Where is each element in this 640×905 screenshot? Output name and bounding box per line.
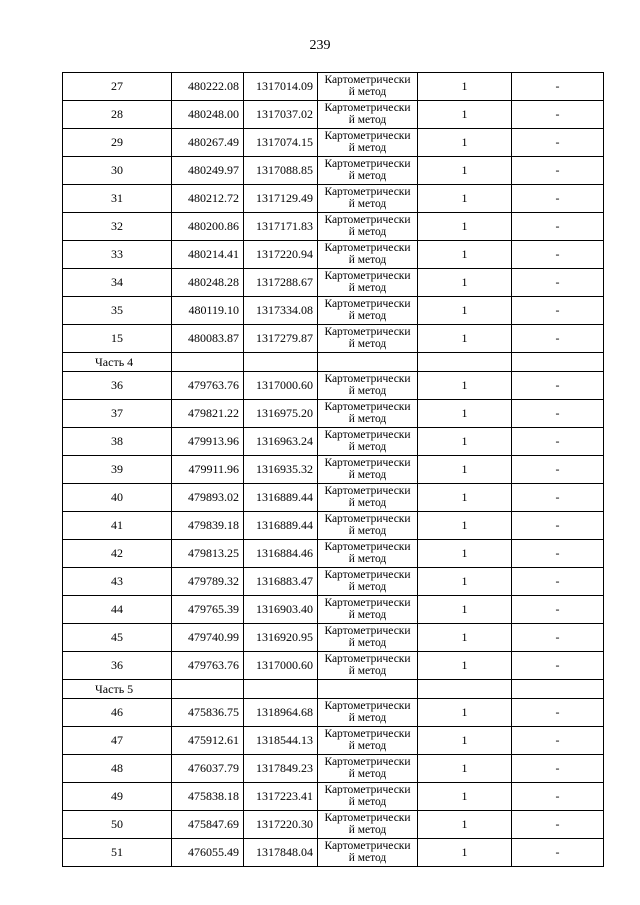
y-coordinate-cell: 1316889.44: [244, 484, 318, 512]
y-coordinate-cell: 1318544.13: [244, 727, 318, 755]
accuracy-cell: 1: [418, 727, 512, 755]
method-cell: [318, 213, 418, 241]
method-text-line1: Картометрически: [324, 158, 411, 170]
point-number-cell: 32: [63, 213, 172, 241]
note-cell: -: [512, 73, 604, 101]
method-text-line1: Картометрически: [324, 812, 411, 824]
point-number-cell: 48: [63, 755, 172, 783]
point-number-cell: 37: [63, 400, 172, 428]
section-label: Часть 5: [63, 680, 172, 699]
point-number-cell: 45: [63, 624, 172, 652]
method-text-line1: Картометрически: [324, 541, 411, 553]
method-cell: [318, 428, 418, 456]
method-cell: [318, 129, 418, 157]
method-text-line1: Картометрически: [324, 298, 411, 310]
empty-cell: [244, 353, 318, 372]
table-row: [63, 596, 604, 624]
x-coordinate-cell: 480212.72: [172, 185, 244, 213]
note-cell: -: [512, 811, 604, 839]
accuracy-cell: 1: [418, 400, 512, 428]
y-coordinate-cell: 1317074.15: [244, 129, 318, 157]
y-coordinate-cell: 1316920.95: [244, 624, 318, 652]
empty-cell: [418, 353, 512, 372]
point-number-cell: 51: [63, 839, 172, 867]
method-cell: [318, 540, 418, 568]
x-coordinate-cell: 479913.96: [172, 428, 244, 456]
x-coordinate-cell: 475838.18: [172, 783, 244, 811]
accuracy-cell: 1: [418, 185, 512, 213]
empty-cell: [512, 353, 604, 372]
method-text-line2: й метод: [348, 665, 387, 677]
x-coordinate-cell: 480214.41: [172, 241, 244, 269]
method-text-line2: й метод: [348, 441, 387, 453]
x-coordinate-cell: 475847.69: [172, 811, 244, 839]
method-cell: [318, 241, 418, 269]
accuracy-cell: 1: [418, 783, 512, 811]
empty-cell: [318, 353, 418, 372]
x-coordinate-cell: 479911.96: [172, 456, 244, 484]
note-cell: -: [512, 596, 604, 624]
note-cell: -: [512, 839, 604, 867]
section-label: Часть 4: [63, 353, 172, 372]
method-cell: [318, 456, 418, 484]
accuracy-cell: 1: [418, 241, 512, 269]
note-cell: -: [512, 129, 604, 157]
method-text-line1: Картометрически: [324, 373, 411, 385]
method-text-line2: й метод: [348, 525, 387, 537]
y-coordinate-cell: 1317279.87: [244, 325, 318, 353]
x-coordinate-cell: 480267.49: [172, 129, 244, 157]
method-cell: [318, 699, 418, 727]
y-coordinate-cell: 1316975.20: [244, 400, 318, 428]
method-cell: [318, 624, 418, 652]
method-cell: [318, 484, 418, 512]
method-text-line2: й метод: [348, 310, 387, 322]
note-cell: -: [512, 185, 604, 213]
x-coordinate-cell: 479763.76: [172, 372, 244, 400]
method-cell: [318, 783, 418, 811]
method-text-line2: й метод: [348, 740, 387, 752]
point-number-cell: 31: [63, 185, 172, 213]
accuracy-cell: 1: [418, 73, 512, 101]
method-text-line2: й метод: [348, 282, 387, 294]
method-text-line1: Картометрически: [324, 74, 411, 86]
y-coordinate-cell: 1317129.49: [244, 185, 318, 213]
table-row: [63, 157, 604, 185]
accuracy-cell: 1: [418, 652, 512, 680]
note-cell: -: [512, 213, 604, 241]
note-cell: -: [512, 269, 604, 297]
note-cell: -: [512, 727, 604, 755]
point-number-cell: 33: [63, 241, 172, 269]
coordinates-table-body: [63, 73, 604, 867]
table-row: [63, 297, 604, 325]
accuracy-cell: 1: [418, 325, 512, 353]
x-coordinate-cell: 479765.39: [172, 596, 244, 624]
note-cell: -: [512, 540, 604, 568]
x-coordinate-cell: 480083.87: [172, 325, 244, 353]
point-number-cell: 39: [63, 456, 172, 484]
x-coordinate-cell: 479740.99: [172, 624, 244, 652]
accuracy-cell: 1: [418, 213, 512, 241]
empty-cell: [418, 680, 512, 699]
method-text-line2: й метод: [348, 86, 387, 98]
point-number-cell: 47: [63, 727, 172, 755]
method-text-line1: Картометрически: [324, 401, 411, 413]
method-text-line2: й метод: [348, 796, 387, 808]
table-row: [63, 512, 604, 540]
method-text-line1: Картометрически: [324, 625, 411, 637]
x-coordinate-cell: 475912.61: [172, 727, 244, 755]
table-row: [63, 839, 604, 867]
note-cell: -: [512, 783, 604, 811]
method-text-line2: й метод: [348, 142, 387, 154]
method-text-line1: Картометрически: [324, 728, 411, 740]
accuracy-cell: 1: [418, 839, 512, 867]
table-row: [63, 325, 604, 353]
table-row: [63, 372, 604, 400]
method-text-line2: й метод: [348, 170, 387, 182]
method-text-line1: Картометрически: [324, 270, 411, 282]
y-coordinate-cell: 1316903.40: [244, 596, 318, 624]
method-text-line1: Картометрически: [324, 429, 411, 441]
method-text-line1: Картометрически: [324, 513, 411, 525]
accuracy-cell: 1: [418, 568, 512, 596]
method-text-line1: Картометрически: [324, 214, 411, 226]
y-coordinate-cell: 1317220.30: [244, 811, 318, 839]
y-coordinate-cell: 1316884.46: [244, 540, 318, 568]
x-coordinate-cell: 480248.28: [172, 269, 244, 297]
method-text-line2: й метод: [348, 581, 387, 593]
table-row: [63, 241, 604, 269]
method-text-line2: й метод: [348, 114, 387, 126]
method-cell: [318, 727, 418, 755]
x-coordinate-cell: 480248.00: [172, 101, 244, 129]
accuracy-cell: 1: [418, 372, 512, 400]
x-coordinate-cell: 476037.79: [172, 755, 244, 783]
note-cell: -: [512, 157, 604, 185]
x-coordinate-cell: 480200.86: [172, 213, 244, 241]
accuracy-cell: 1: [418, 269, 512, 297]
method-cell: [318, 157, 418, 185]
point-number-cell: 27: [63, 73, 172, 101]
x-coordinate-cell: 479763.76: [172, 652, 244, 680]
section-header-row: [63, 353, 604, 372]
note-cell: -: [512, 652, 604, 680]
table-row: [63, 652, 604, 680]
note-cell: -: [512, 484, 604, 512]
point-number-cell: 35: [63, 297, 172, 325]
table-row: [63, 213, 604, 241]
method-cell: [318, 269, 418, 297]
point-number-cell: 42: [63, 540, 172, 568]
method-cell: [318, 811, 418, 839]
accuracy-cell: 1: [418, 699, 512, 727]
method-text-line2: й метод: [348, 254, 387, 266]
note-cell: -: [512, 624, 604, 652]
point-number-cell: 41: [63, 512, 172, 540]
accuracy-cell: 1: [418, 755, 512, 783]
point-number-cell: 28: [63, 101, 172, 129]
method-text-line1: Картометрически: [324, 242, 411, 254]
method-text-line1: Картометрически: [324, 597, 411, 609]
point-number-cell: 49: [63, 783, 172, 811]
note-cell: -: [512, 699, 604, 727]
table-row: [63, 456, 604, 484]
x-coordinate-cell: 479813.25: [172, 540, 244, 568]
y-coordinate-cell: 1317171.83: [244, 213, 318, 241]
method-cell: [318, 755, 418, 783]
method-cell: [318, 185, 418, 213]
y-coordinate-cell: 1317037.02: [244, 101, 318, 129]
method-text-line1: Картометрически: [324, 700, 411, 712]
method-text-line2: й метод: [348, 198, 387, 210]
method-text-line2: й метод: [348, 385, 387, 397]
table-row: [63, 727, 604, 755]
accuracy-cell: 1: [418, 811, 512, 839]
point-number-cell: 44: [63, 596, 172, 624]
note-cell: -: [512, 297, 604, 325]
point-number-cell: 36: [63, 652, 172, 680]
method-cell: [318, 73, 418, 101]
method-cell: [318, 101, 418, 129]
coordinates-table: [62, 72, 604, 867]
page-number: 239: [309, 38, 331, 53]
note-cell: -: [512, 241, 604, 269]
table-row: [63, 101, 604, 129]
section-header-row: [63, 680, 604, 699]
point-number-cell: 50: [63, 811, 172, 839]
accuracy-cell: 1: [418, 540, 512, 568]
method-text-line2: й метод: [348, 553, 387, 565]
note-cell: -: [512, 428, 604, 456]
method-cell: [318, 297, 418, 325]
x-coordinate-cell: 480222.08: [172, 73, 244, 101]
method-text-line2: й метод: [348, 226, 387, 238]
x-coordinate-cell: 479839.18: [172, 512, 244, 540]
y-coordinate-cell: 1316889.44: [244, 512, 318, 540]
method-text-line2: й метод: [348, 852, 387, 864]
y-coordinate-cell: 1317220.94: [244, 241, 318, 269]
y-coordinate-cell: 1317848.04: [244, 839, 318, 867]
point-number-cell: 40: [63, 484, 172, 512]
x-coordinate-cell: 479893.02: [172, 484, 244, 512]
method-text-line1: Картометрически: [324, 485, 411, 497]
accuracy-cell: 1: [418, 624, 512, 652]
note-cell: -: [512, 400, 604, 428]
method-text-line2: й метод: [348, 469, 387, 481]
x-coordinate-cell: 479821.22: [172, 400, 244, 428]
method-text-line2: й метод: [348, 637, 387, 649]
note-cell: -: [512, 755, 604, 783]
y-coordinate-cell: 1317000.60: [244, 652, 318, 680]
accuracy-cell: 1: [418, 428, 512, 456]
note-cell: -: [512, 372, 604, 400]
y-coordinate-cell: 1317014.09: [244, 73, 318, 101]
accuracy-cell: 1: [418, 157, 512, 185]
method-cell: [318, 372, 418, 400]
method-text-line1: Картометрически: [324, 130, 411, 142]
x-coordinate-cell: 480119.10: [172, 297, 244, 325]
y-coordinate-cell: 1317288.67: [244, 269, 318, 297]
note-cell: -: [512, 325, 604, 353]
method-text-line1: Картометрически: [324, 756, 411, 768]
accuracy-cell: 1: [418, 297, 512, 325]
point-number-cell: 38: [63, 428, 172, 456]
empty-cell: [172, 353, 244, 372]
accuracy-cell: 1: [418, 456, 512, 484]
accuracy-cell: 1: [418, 484, 512, 512]
x-coordinate-cell: 475836.75: [172, 699, 244, 727]
table-row: [63, 73, 604, 101]
table-row: [63, 185, 604, 213]
point-number-cell: 46: [63, 699, 172, 727]
method-cell: [318, 400, 418, 428]
method-cell: [318, 325, 418, 353]
method-text-line2: й метод: [348, 413, 387, 425]
method-text-line1: Картометрически: [324, 653, 411, 665]
table-row: [63, 755, 604, 783]
table-row: [63, 400, 604, 428]
method-cell: [318, 512, 418, 540]
y-coordinate-cell: 1317088.85: [244, 157, 318, 185]
empty-cell: [244, 680, 318, 699]
method-text-line2: й метод: [348, 768, 387, 780]
y-coordinate-cell: 1318964.68: [244, 699, 318, 727]
method-text-line1: Картометрически: [324, 569, 411, 581]
y-coordinate-cell: 1317000.60: [244, 372, 318, 400]
empty-cell: [318, 680, 418, 699]
method-text-line1: Картометрически: [324, 102, 411, 114]
method-text-line1: Картометрически: [324, 784, 411, 796]
note-cell: -: [512, 512, 604, 540]
method-cell: [318, 596, 418, 624]
note-cell: -: [512, 568, 604, 596]
point-number-cell: 36: [63, 372, 172, 400]
table-row: [63, 484, 604, 512]
point-number-cell: 43: [63, 568, 172, 596]
method-cell: [318, 652, 418, 680]
method-text-line1: Картометрически: [324, 457, 411, 469]
y-coordinate-cell: 1317334.08: [244, 297, 318, 325]
table-row: [63, 699, 604, 727]
method-text-line2: й метод: [348, 497, 387, 509]
method-text-line2: й метод: [348, 609, 387, 621]
method-text-line2: й метод: [348, 712, 387, 724]
y-coordinate-cell: 1316883.47: [244, 568, 318, 596]
table-row: [63, 428, 604, 456]
accuracy-cell: 1: [418, 596, 512, 624]
note-cell: -: [512, 101, 604, 129]
method-text-line1: Картометрически: [324, 326, 411, 338]
empty-cell: [172, 680, 244, 699]
point-number-cell: 34: [63, 269, 172, 297]
method-cell: [318, 568, 418, 596]
table-row: [63, 624, 604, 652]
point-number-cell: 29: [63, 129, 172, 157]
method-text-line1: Картометрически: [324, 840, 411, 852]
x-coordinate-cell: 479789.32: [172, 568, 244, 596]
method-text-line2: й метод: [348, 338, 387, 350]
x-coordinate-cell: 480249.97: [172, 157, 244, 185]
accuracy-cell: 1: [418, 101, 512, 129]
point-number-cell: 15: [63, 325, 172, 353]
table-row: [63, 568, 604, 596]
accuracy-cell: 1: [418, 512, 512, 540]
empty-cell: [512, 680, 604, 699]
accuracy-cell: 1: [418, 129, 512, 157]
table-row: [63, 783, 604, 811]
table-row: [63, 129, 604, 157]
x-coordinate-cell: 476055.49: [172, 839, 244, 867]
method-text-line2: й метод: [348, 824, 387, 836]
table-row: [63, 269, 604, 297]
method-text-line1: Картометрически: [324, 186, 411, 198]
y-coordinate-cell: 1316963.24: [244, 428, 318, 456]
table-row: [63, 540, 604, 568]
note-cell: -: [512, 456, 604, 484]
y-coordinate-cell: 1317223.41: [244, 783, 318, 811]
y-coordinate-cell: 1316935.32: [244, 456, 318, 484]
table-row: [63, 811, 604, 839]
y-coordinate-cell: 1317849.23: [244, 755, 318, 783]
point-number-cell: 30: [63, 157, 172, 185]
method-cell: [318, 839, 418, 867]
